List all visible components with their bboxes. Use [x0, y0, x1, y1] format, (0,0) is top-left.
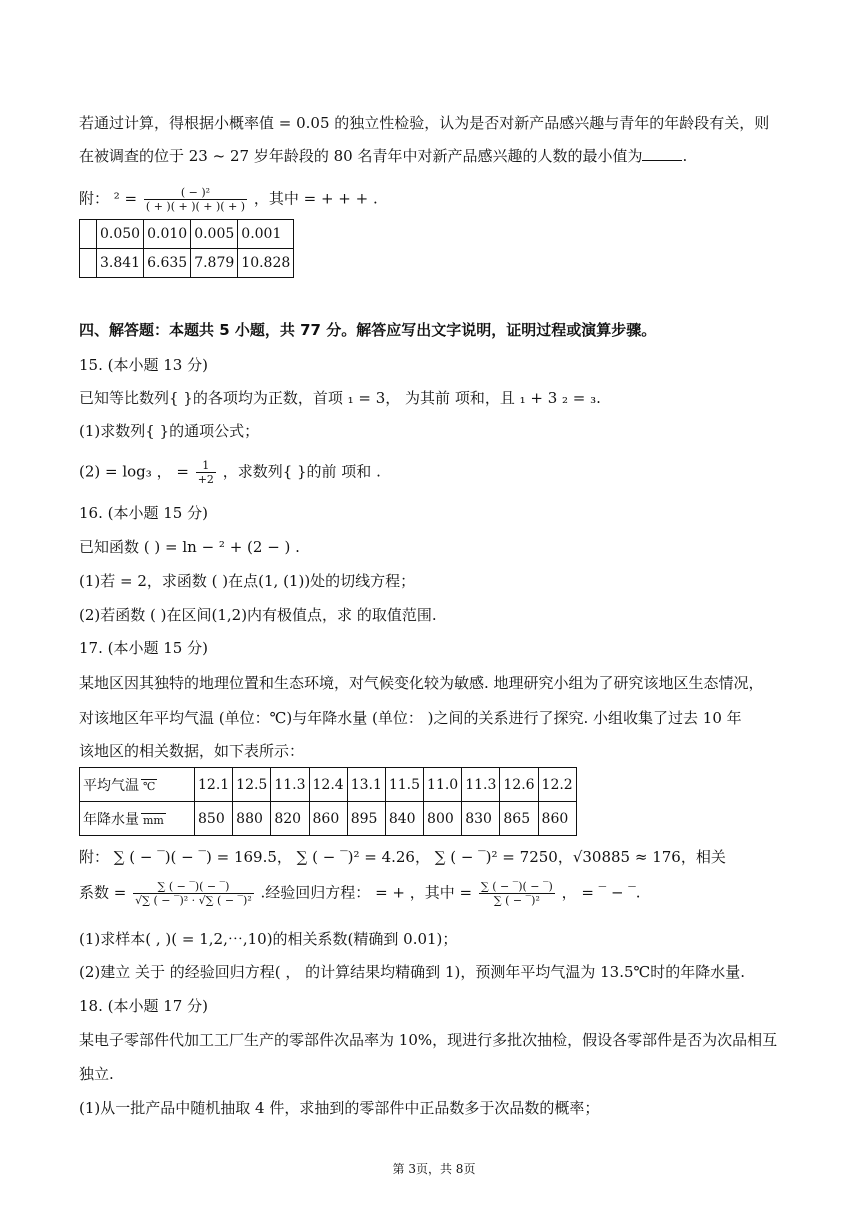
- q15-fraction-numerator: 1: [196, 459, 216, 473]
- label-unit: mm: [143, 813, 164, 827]
- table-row: [80, 768, 577, 802]
- table-cell: 0.001: [238, 220, 294, 249]
- table-cell: 11.0: [424, 768, 462, 802]
- q16-part2: (2)若函数 ( )在区间(1,2)内有极值点，求 的取值范围.: [79, 606, 437, 624]
- row-label-temperature: [80, 768, 195, 802]
- slope-numerator: ∑ ( − ‾)( − ‾): [480, 880, 553, 893]
- table-row: [80, 802, 577, 836]
- q15-part1: (1)求数列{ }的通项公式；: [79, 422, 260, 440]
- table-cell: 10.828: [238, 249, 294, 278]
- q18-stem1: 某电子零部件代加工工厂生产的零部件次品率为 10%，现进行多批次抽检，假设各零部件是否为次品相互: [79, 1031, 778, 1049]
- q15-part2-a: (2) = log₃ ， =: [79, 462, 189, 481]
- q17-part2: (2)建立 关于 的经验回归方程( ， 的计算结果均精确到 1)，预测年平均气温为 13.5℃时的年降水量.: [79, 963, 746, 981]
- q18-header: 18. (本小题 17 分): [79, 997, 208, 1015]
- table-cell: 830: [462, 802, 500, 836]
- table-cell: 11.5: [385, 768, 423, 802]
- chi-square-fraction: [144, 186, 247, 213]
- q15-part2-b: ，求数列{ }的前 项和 .: [222, 462, 381, 481]
- q17-stem2: 对该地区年平均气温 (单位：℃)与年降水量 (单位： )之间的关系进行了探究. 小组收集了过去 10 年: [79, 709, 742, 727]
- correlation-denominator: √∑ ( − ‾)² · √∑ ( − ‾)²: [135, 894, 252, 907]
- table-cell: 11.3: [462, 768, 500, 802]
- table-cell: [80, 220, 97, 249]
- q15-fraction: [196, 459, 216, 486]
- appendix-suffix: ，其中 = + + + .: [253, 189, 378, 208]
- q16-stem: 已知函数 ( ) = ln − ² + (2 − ) .: [79, 538, 300, 556]
- critical-value-table: [79, 219, 294, 278]
- slope-fraction: [479, 880, 555, 907]
- q17-header: 17. (本小题 15 分): [79, 639, 208, 657]
- table-row: [80, 249, 294, 278]
- table-cell: 860: [309, 802, 347, 836]
- table-cell: 12.5: [233, 768, 271, 802]
- table-cell: 11.3: [271, 768, 309, 802]
- table-cell: 880: [233, 802, 271, 836]
- table-cell: 820: [271, 802, 309, 836]
- climate-data-table: [79, 767, 577, 836]
- q16-header: 16. (本小题 15 分): [79, 504, 208, 522]
- table-cell: 12.4: [309, 768, 347, 802]
- table-cell: 13.1: [347, 768, 385, 802]
- row-label-precipitation: [80, 802, 195, 836]
- table-cell: 12.2: [538, 768, 576, 802]
- chi-square-numerator: ( − )²: [144, 186, 247, 200]
- q14-line2: [79, 145, 687, 167]
- label-text: 年降水量: [83, 811, 139, 828]
- q14-line2-text: 在被调查的位于 23 ~ 27 岁年龄段的 80 名青年中对新产品感兴趣的人数的最小值为: [79, 147, 643, 165]
- table-cell: 800: [424, 802, 462, 836]
- section-heading: 四、解答题：本题共 5 小题，共 77 分。解答应写出文字说明，证明过程或演算步骤。: [79, 321, 657, 339]
- table-cell: 860: [538, 802, 576, 836]
- table-cell: 850: [195, 802, 233, 836]
- label-text: 平均气温: [83, 777, 139, 794]
- table-cell: 0.050: [97, 220, 144, 249]
- table-cell: 0.010: [144, 220, 191, 249]
- appendix-prefix: 附： ² =: [79, 189, 138, 208]
- q17-appendix2: [79, 880, 641, 907]
- q14-line1: 若通过计算，得根据小概率值 = 0.05 的独立性检验，认为是否对新产品感兴趣与青年的年龄段有关，则: [79, 114, 770, 132]
- answer-blank: [642, 146, 682, 161]
- table-row: [80, 220, 294, 249]
- slope-denominator: ∑ ( − ‾)²: [493, 894, 540, 907]
- table-cell: 6.635: [144, 249, 191, 278]
- q18-stem2: 独立.: [79, 1065, 114, 1083]
- q17-part1: (1)求样本( , )( = 1,2,⋯,10)的相关系数(精确到 0.01)；: [79, 930, 458, 948]
- q17-appendix1: 附： ∑ ( − ‾)( − ‾) = 169.5， ∑ ( − ‾)² = 4.26， ∑ ( − ‾)² = 7250，√30885 ≈ 176，相关: [79, 848, 726, 866]
- q17-stem1: 某地区因其独特的地理位置和生态环境，对气候变化较为敏感. 地理研究小组为了研究该地区生态情况，: [79, 674, 764, 692]
- q15-stem: 已知等比数列{ }的各项均为正数，首项 ₁ = 3， 为其前 项和，且 ₁ + 3 ₂ = ₃.: [79, 389, 601, 407]
- q14-appendix: [79, 186, 378, 213]
- table-cell: 12.6: [500, 768, 538, 802]
- table-cell: [80, 249, 97, 278]
- table-cell: 865: [500, 802, 538, 836]
- table-cell: 7.879: [191, 249, 238, 278]
- table-cell: 0.005: [191, 220, 238, 249]
- q16-part1: (1)若 = 2，求函数 ( )在点(1, (1))处的切线方程；: [79, 572, 416, 590]
- correlation-fraction: [133, 880, 254, 907]
- appendix2-b: .经验回归方程： = + ，其中 =: [260, 883, 473, 902]
- q18-part1: (1)从一批产品中随机抽取 4 件，求抽到的零部件中正品数多于次品数的概率；: [79, 1099, 600, 1117]
- table-cell: 840: [385, 802, 423, 836]
- table-cell: 895: [347, 802, 385, 836]
- q15-part2: [79, 459, 381, 486]
- table-cell: 12.1: [195, 768, 233, 802]
- table-cell: 3.841: [97, 249, 144, 278]
- page-footer: 第 3页，共 8页: [392, 1162, 476, 1176]
- label-unit: ℃: [143, 779, 156, 793]
- q14-line2-end: .: [682, 147, 688, 165]
- q15-header: 15. (本小题 13 分): [79, 356, 208, 374]
- chi-square-denominator: ( + )( + )( + )( + ): [145, 200, 246, 213]
- appendix2-a: 系数 =: [79, 883, 127, 902]
- q15-fraction-denominator: +2: [197, 473, 214, 486]
- appendix2-c: ， = ‾ − ‾.: [561, 883, 641, 902]
- correlation-numerator: ∑ ( − ‾)( − ‾): [133, 880, 254, 894]
- q17-stem3: 该地区的相关数据，如下表所示：: [79, 742, 305, 760]
